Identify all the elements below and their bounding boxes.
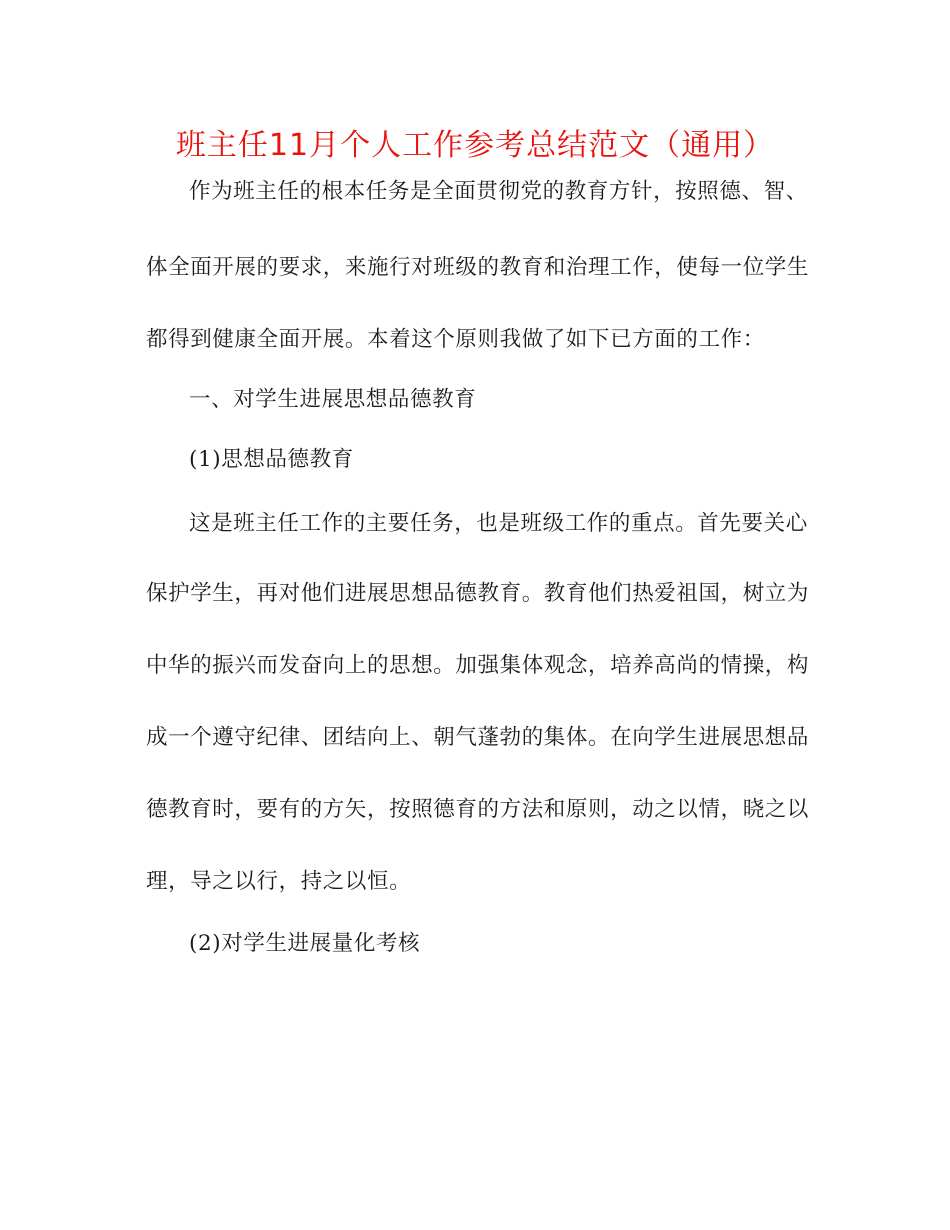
paragraph-line: 理，导之以行，持之以恒。 (146, 869, 412, 894)
paragraph-line: 成一个遵守纪律、团结向上、朝气蓬勃的集体。在向学生进展思想品 (146, 725, 810, 750)
paragraph-line: 中华的振兴而发奋向上的思想。加强集体观念，培养高尚的情操，构 (146, 653, 810, 678)
paragraph-line: 作为班主任的根本任务是全面贯彻党的教育方针，按照德、智、 (189, 179, 808, 204)
paragraph-line: 这是班主任工作的主要任务，也是班级工作的重点。首先要关心 (189, 511, 808, 536)
document-title: 班主任11月个人工作参考总结范文（通用） (175, 128, 775, 163)
paragraph-line: 德教育时，要有的方矢，按照德育的方法和原则，动之以情，晓之以 (146, 797, 810, 822)
paragraph-line: 保护学生，再对他们进展思想品德教育。教育他们热爱祖国，树立为 (146, 581, 810, 606)
subsection-heading: (2)对学生进展量化考核 (189, 931, 421, 956)
section-heading: 一、对学生进展思想品德教育 (189, 387, 477, 412)
paragraph-line: 体全面开展的要求，来施行对班级的教育和治理工作，使每一位学生 (146, 255, 810, 280)
paragraph-line: 都得到健康全面开展。本着这个原则我做了如下已方面的工作： (146, 327, 765, 352)
subsection-heading: (1)思想品德教育 (189, 447, 354, 472)
